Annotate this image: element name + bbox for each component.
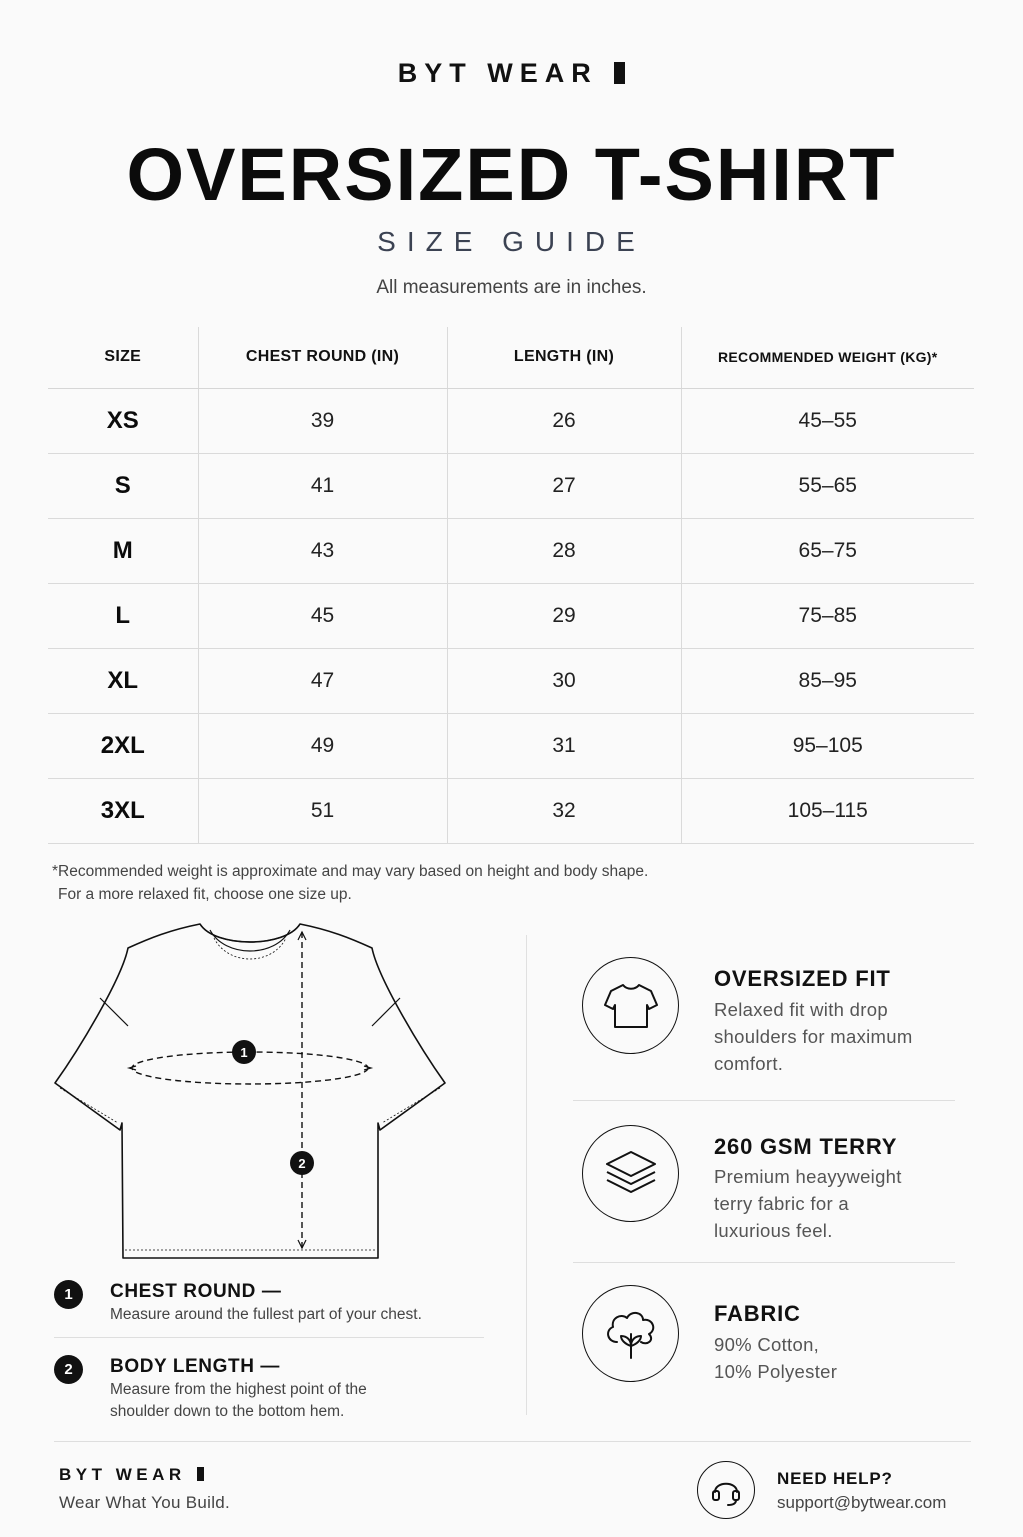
- size-cell: M: [48, 518, 198, 583]
- feature-title: FABRIC: [714, 1301, 801, 1326]
- footnote-line-1: *Recommended weight is approximate and may vary based on height and body shape.: [52, 863, 649, 880]
- feature-line: terry fabric for a: [714, 1193, 849, 1214]
- feature-line: comfort.: [714, 1053, 784, 1074]
- collar-stitch: [214, 938, 286, 959]
- legend-description: Measure from the highest point of the: [110, 1381, 367, 1398]
- help-icon-circle[interactable]: [697, 1461, 755, 1519]
- length-cell: 28: [447, 518, 681, 583]
- section-divider: [526, 935, 527, 1415]
- header-length: LENGTH (IN): [447, 327, 681, 388]
- feature-divider: [573, 1100, 955, 1101]
- tshirt-icon: [601, 979, 661, 1033]
- table-row: [48, 648, 974, 713]
- chest-cell: 39: [198, 388, 447, 453]
- layers-icon: [601, 1146, 661, 1202]
- footer-tagline: Wear What You Build.: [59, 1493, 231, 1512]
- length-cell: 32: [447, 778, 681, 843]
- chest-cell: 41: [198, 453, 447, 518]
- weight-cell: 45–55: [681, 388, 974, 453]
- page-title: OVERSIZED T-SHIRT: [126, 133, 897, 216]
- size-cell: 2XL: [48, 713, 198, 778]
- feature-title: 260 GSM TERRY: [714, 1134, 898, 1159]
- footnote: [52, 860, 648, 906]
- header-chest: CHEST ROUND (IN): [198, 327, 447, 388]
- feature-line: Premium heayyweight: [714, 1166, 902, 1187]
- feature-description: [714, 1331, 837, 1385]
- feature-line: shoulders for maximum: [714, 1026, 913, 1047]
- right-shoulder-seam: [372, 998, 400, 1026]
- legend-divider: [54, 1337, 484, 1338]
- chest-cell: 51: [198, 778, 447, 843]
- size-cell: L: [48, 583, 198, 648]
- marker-2-label: 2: [298, 1156, 306, 1171]
- help-title: NEED HELP?: [777, 1469, 893, 1488]
- length-cell: 31: [447, 713, 681, 778]
- footer-divider: [54, 1441, 971, 1442]
- length-cell: 29: [447, 583, 681, 648]
- length-cell: 26: [447, 388, 681, 453]
- feature-line: Relaxed fit with drop: [714, 999, 888, 1020]
- table-row: [48, 388, 974, 453]
- headset-icon: [708, 1472, 744, 1508]
- chest-cell: 49: [198, 713, 447, 778]
- weight-cell: 75–85: [681, 583, 974, 648]
- weight-cell: 65–75: [681, 518, 974, 583]
- header-weight: RECOMMENDED WEIGHT (KG)*: [681, 327, 974, 388]
- feature-line: 90% Cotton,: [714, 1334, 820, 1355]
- units-note: All measurements are in inches.: [376, 277, 647, 298]
- brand-name: BYT WEAR: [397, 58, 598, 88]
- legend-number: 1: [54, 1280, 83, 1309]
- size-cell: 3XL: [48, 778, 198, 843]
- feature-icon-circle: [582, 1125, 679, 1222]
- brand-logo: [0, 58, 1023, 89]
- legend-description: Measure around the fullest part of your chest.: [110, 1306, 422, 1323]
- feature-icon-circle: [582, 957, 679, 1054]
- feature-line: luxurious feel.: [714, 1220, 833, 1241]
- feature-icon-circle: [582, 1285, 679, 1382]
- left-shoulder-seam: [100, 998, 128, 1026]
- legend-title: CHEST ROUND —: [110, 1281, 282, 1302]
- legend-description: shoulder down to the bottom hem.: [110, 1403, 345, 1420]
- footer-brand-name: BYT WEAR: [59, 1465, 186, 1484]
- footnote-line-2: For a more relaxed fit, choose one size up.: [58, 886, 352, 903]
- tshirt-measurement-diagram: [50, 918, 450, 1263]
- size-cell: S: [48, 453, 198, 518]
- feature-description: [714, 1163, 902, 1244]
- feature-divider: [573, 1262, 955, 1263]
- chest-cell: 45: [198, 583, 447, 648]
- weight-cell: 55–65: [681, 453, 974, 518]
- chest-cell: 43: [198, 518, 447, 583]
- size-table: [48, 327, 974, 844]
- table-row: [48, 778, 974, 843]
- feature-description: [714, 996, 913, 1077]
- support-email-link[interactable]: support@bytwear.com: [777, 1493, 947, 1512]
- legend-title: BODY LENGTH —: [110, 1356, 281, 1377]
- feature-title: OVERSIZED FIT: [714, 966, 891, 991]
- length-cell: 30: [447, 648, 681, 713]
- table-row: [48, 713, 974, 778]
- table-row: [48, 453, 974, 518]
- brand-block-mark: [614, 62, 625, 84]
- weight-cell: 105–115: [681, 778, 974, 843]
- table-row: [48, 583, 974, 648]
- marker-1-label: 1: [240, 1045, 248, 1060]
- page-subtitle: SIZE GUIDE: [377, 226, 646, 257]
- header-size: SIZE: [48, 327, 198, 388]
- weight-cell: 95–105: [681, 713, 974, 778]
- table-row: [48, 518, 974, 583]
- footer-brand-block: [197, 1467, 204, 1481]
- chest-cell: 47: [198, 648, 447, 713]
- legend-number: 2: [54, 1355, 83, 1384]
- feature-line: 10% Polyester: [714, 1361, 838, 1382]
- collar-inner: [210, 930, 290, 951]
- size-cell: XS: [48, 388, 198, 453]
- length-cell: 27: [447, 453, 681, 518]
- size-cell: XL: [48, 648, 198, 713]
- weight-cell: 85–95: [681, 648, 974, 713]
- table-header-row: [48, 327, 974, 388]
- footer-brand: [59, 1465, 204, 1485]
- cotton-icon: [601, 1306, 661, 1362]
- tshirt-outline: [55, 924, 445, 1258]
